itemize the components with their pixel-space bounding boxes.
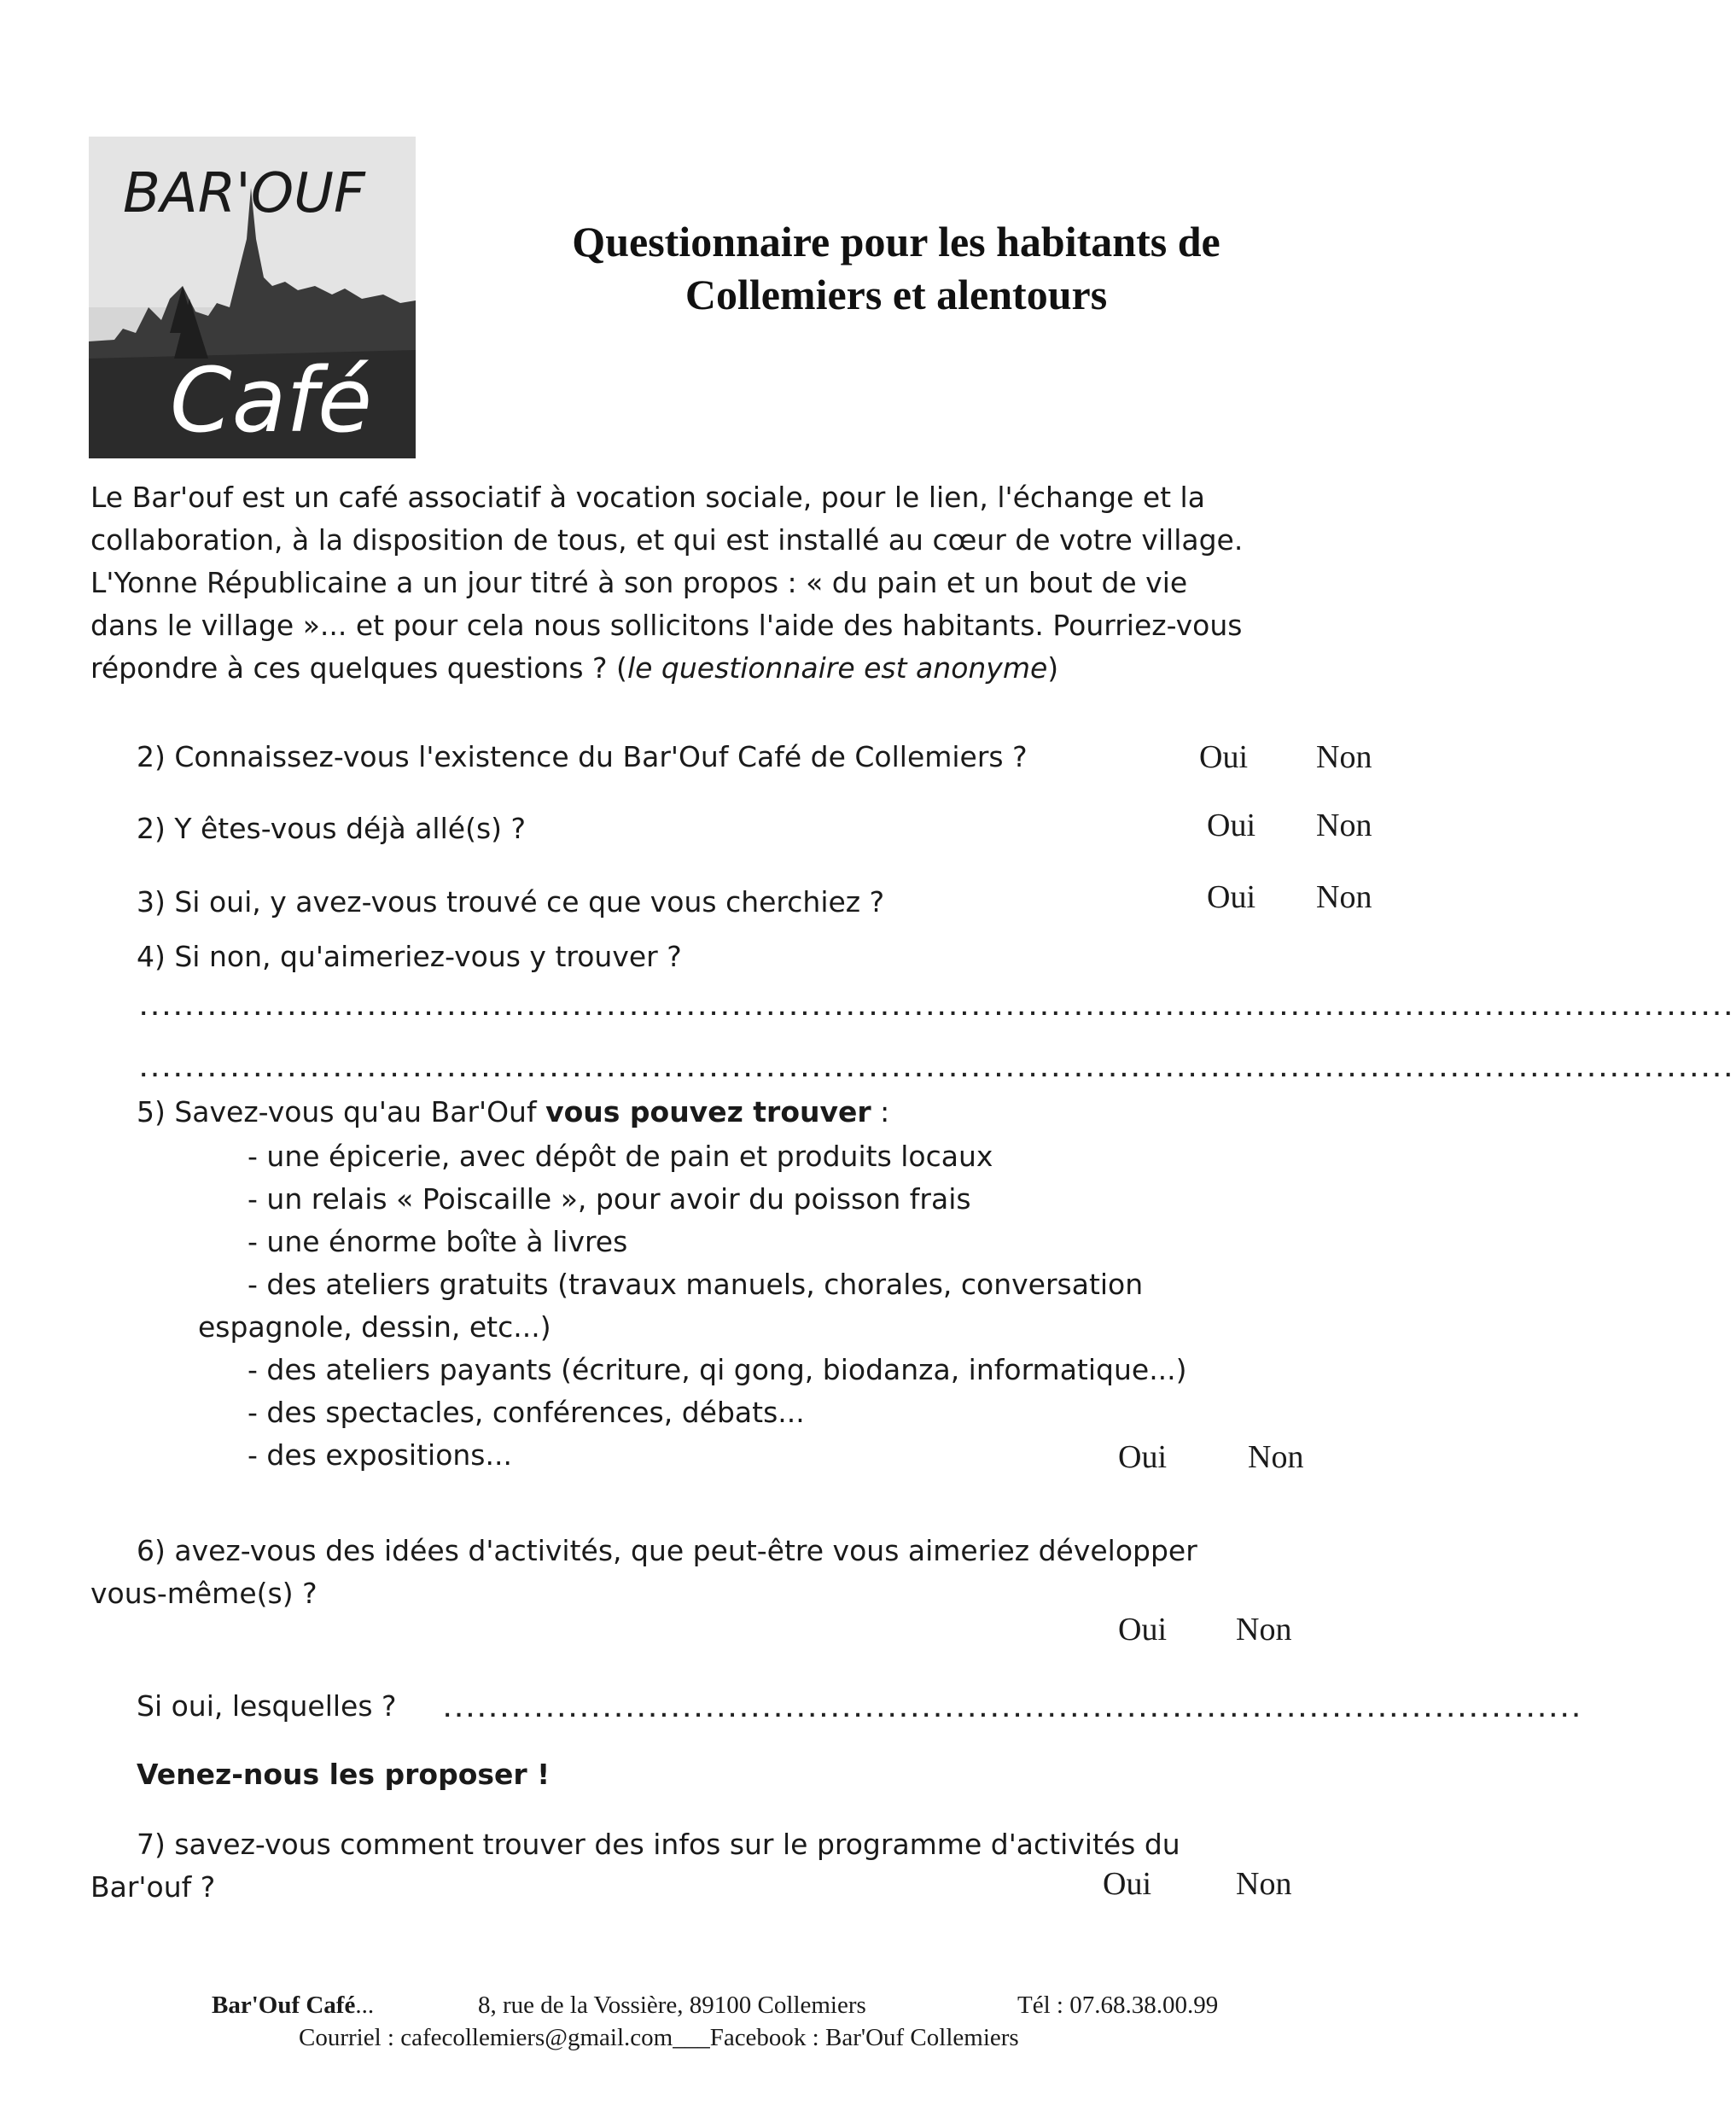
logo-graphic [89,137,416,458]
call-to-action: Venez-nous les proposer ! [137,1758,551,1791]
question-2: 2) Y êtes-vous déjà allé(s) ? [137,812,527,845]
question-1-yes-option[interactable]: Oui [1199,739,1248,775]
offer-item-continuation: espagnole, dessin, etc...) [198,1310,551,1344]
question-7-line-2: Bar'ouf ? [90,1870,216,1904]
page-title [478,215,1314,321]
logo-bar-ouf-text: BAR'OUF [123,162,365,225]
question-6-followup: Si oui, lesquelles ? [137,1689,397,1723]
offer-item: - des ateliers payants (écriture, qi gong, biodanza, informatique...) [248,1353,1187,1386]
question-5-emphasis: vous pouvez trouver [545,1095,871,1128]
footer-name-suffix: ... [355,1992,375,2019]
intro-line-3: L'Yonne Républicaine a un jour titré à son propos : « du pain et un bout de vie [90,566,1188,599]
footer-name [212,1989,374,2021]
question-1-no-option[interactable]: Non [1316,739,1372,775]
footer-separator: ___ [673,2024,710,2051]
offer-item: - une épicerie, avec dépôt de pain et produits locaux [248,1140,993,1173]
answer-line-2[interactable]: ............................................................................................................................................ [140,1060,1736,1082]
intro-line-5-end: ) [1047,651,1059,685]
offer-item: - une énorme boîte à livres [248,1225,628,1258]
question-5-no-option[interactable]: Non [1248,1439,1304,1475]
answer-line-1[interactable]: ............................................................................................................................................ [140,999,1736,1020]
ideas-answer-line[interactable]: .................................................................................................... [444,1700,1584,1722]
question-5-colon: : [871,1095,890,1128]
intro-line-4: dans le village »... et pour cela nous sollicitons l'aide des habitants. Pourriez-vous [90,609,1243,642]
question-1: 2) Connaissez-vous l'existence du Bar'Ouf Café de Collemiers ? [137,740,1028,773]
footer-cafe-name: Bar'Ouf Café [212,1992,356,2019]
footer-contact-line [299,2021,1019,2054]
question-3: 3) Si oui, y avez-vous trouvé ce que vous cherchiez ? [137,885,885,919]
question-6-line-1: 6) avez-vous des idées d'activités, que peut-être vous aimeriez développer [137,1534,1197,1567]
offer-item: - un relais « Poiscaille », pour avoir du poisson frais [248,1182,971,1216]
intro-paragraph [90,476,1371,690]
offer-item: - des expositions... [248,1438,512,1472]
offer-item: - des spectacles, conférences, débats... [248,1396,805,1429]
title-line-2: Collemiers et alentours [684,271,1108,318]
footer-address: 8, rue de la Vossière, 89100 Collemiers [478,1992,866,2019]
question-3-no-option[interactable]: Non [1316,879,1372,915]
question-7-yes-option[interactable]: Oui [1103,1866,1151,1902]
footer-facebook[interactable]: Facebook : Bar'Ouf Collemiers [709,2024,1019,2051]
bar-ouf-cafe-logo [89,137,416,458]
question-5-text: 5) Savez-vous qu'au Bar'Ouf [137,1095,546,1128]
question-4: 4) Si non, qu'aimeriez-vous y trouver ? [137,940,682,973]
footer-email[interactable]: Courriel : cafecollemiers@gmail.com [299,2024,673,2051]
question-3-yes-option[interactable]: Oui [1207,879,1255,915]
question-2-no-option[interactable]: Non [1316,808,1372,843]
question-7-line-1: 7) savez-vous comment trouver des infos sur le programme d'activités du [137,1828,1180,1861]
title-line-1: Questionnaire pour les habitants de [572,218,1220,265]
intro-line-5-text: répondre à ces quelques questions ? ( [90,651,627,685]
question-5-yes-option[interactable]: Oui [1118,1439,1167,1475]
intro-line-1: Le Bar'ouf est un café associatif à vocation sociale, pour le lien, l'échange et la [90,481,1205,514]
logo-cafe-text: Café [170,348,372,452]
question-2-yes-option[interactable]: Oui [1207,808,1255,843]
intro-line-5 [90,647,1371,690]
question-6-line-2: vous-même(s) ? [90,1577,317,1610]
offer-item: - des ateliers gratuits (travaux manuels, chorales, conversation [248,1268,1144,1301]
intro-line-2: collaboration, à la disposition de tous, et qui est installé au cœur de votre village. [90,523,1244,557]
question-5 [137,1094,889,1130]
question-6-no-option[interactable]: Non [1236,1612,1292,1648]
footer-phone: Tél : 07.68.38.00.99 [1017,1992,1219,2019]
question-6-yes-option[interactable]: Oui [1118,1612,1167,1648]
question-7-no-option[interactable]: Non [1236,1866,1292,1902]
anonymous-note: le questionnaire est anonyme [626,651,1048,685]
